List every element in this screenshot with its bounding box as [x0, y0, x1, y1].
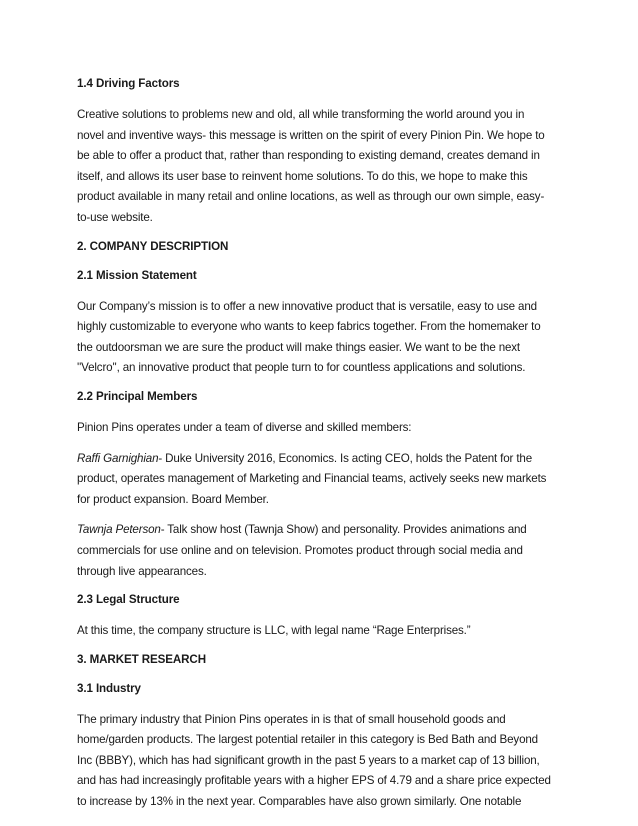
- text-line: product available in many retail and online locations, as well as through our own simple, easy-: [77, 190, 545, 204]
- paragraph-member-tawnja: [77, 520, 588, 582]
- text-line: to increase by 13% in the next year. Comparables have also grown similarly. One notable: [77, 795, 522, 809]
- text-line: be able to offer a product that, rather than responding to existing demand, creates demand in: [77, 149, 540, 163]
- heading-legal-structure: 2.3 Legal Structure: [77, 593, 180, 607]
- text-line: commercials for use online and on television. Promotes product through social media and: [77, 543, 523, 557]
- text-line: Inc (BBBY), which has had significant growth in the past 5 years to a market cap of 13 billion,: [77, 753, 540, 767]
- heading-market-research: 3. MARKET RESEARCH: [77, 652, 206, 666]
- heading-principal-members: 2.2 Principal Members: [77, 389, 198, 403]
- text-line: Creative solutions to problems new and old, all while transforming the world around you in: [77, 108, 525, 121]
- paragraph-legal-structure: [77, 621, 588, 642]
- text-line: to-use website.: [77, 210, 153, 224]
- heading-mission-statement: 2.1 Mission Statement: [77, 268, 197, 282]
- text-line: product, operates management of Marketing and Financial teams, actively seeks new markets: [77, 472, 547, 486]
- text-line: for product expansion. Board Member.: [77, 492, 269, 506]
- paragraph-members-intro: [77, 418, 588, 439]
- text-line: ''Velcro'', an innovative product that people turn to for countless applications and solutions.: [77, 361, 526, 375]
- heading-driving-factors: 1.4 Driving Factors: [77, 77, 180, 90]
- text-line: the outdoorsman we are sure the product will make things easier. We want to be the next: [77, 340, 521, 354]
- text-line: home/garden products. The largest potential retailer in this category is Bed Bath and Beyond: [77, 733, 538, 747]
- text-line: The primary industry that Pinion Pins operates in is that of small household goods and: [77, 712, 506, 726]
- text-line: through live appearances.: [77, 564, 207, 578]
- text-line: At this time, the company structure is LLC, with legal name “Rage Enterprises.”: [77, 624, 471, 638]
- member-name: Raffi Garnighian: [77, 451, 159, 465]
- text-line: itself, and allows its user base to reinvent home solutions. To do this, we hope to make this: [77, 169, 528, 183]
- text-line: - Talk show host (Tawnja Show) and personality. Provides animations and: [160, 523, 527, 537]
- paragraph-driving-factors: [77, 105, 588, 229]
- paragraph-member-raffi: [77, 449, 588, 511]
- text-line: Pinion Pins operates under a team of diverse and skilled members:: [77, 420, 412, 434]
- text-line: highly customizable to everyone who wants to keep fabrics together. From the homemaker to: [77, 320, 541, 334]
- heading-company-description: 2. COMPANY DESCRIPTION: [77, 239, 229, 253]
- text-line: Our Company’s mission is to offer a new innovative product that is versatile, easy to use and: [77, 299, 537, 313]
- paragraph-industry: [77, 710, 588, 813]
- paragraph-mission-statement: [77, 297, 588, 379]
- text-line: and has had increasingly profitable years with a higher EPS of 4.79 and a share price expected: [77, 774, 551, 788]
- heading-industry: 3.1 Industry: [77, 681, 141, 695]
- document-body: [77, 76, 588, 813]
- member-name: Tawnja Peterson: [77, 523, 161, 537]
- text-line: novel and inventive ways- this message is written on the spirit of every Pinion Pin. We hope to: [77, 128, 545, 142]
- text-line: - Duke University 2016, Economics. Is acting CEO, holds the Patent for the: [158, 451, 532, 465]
